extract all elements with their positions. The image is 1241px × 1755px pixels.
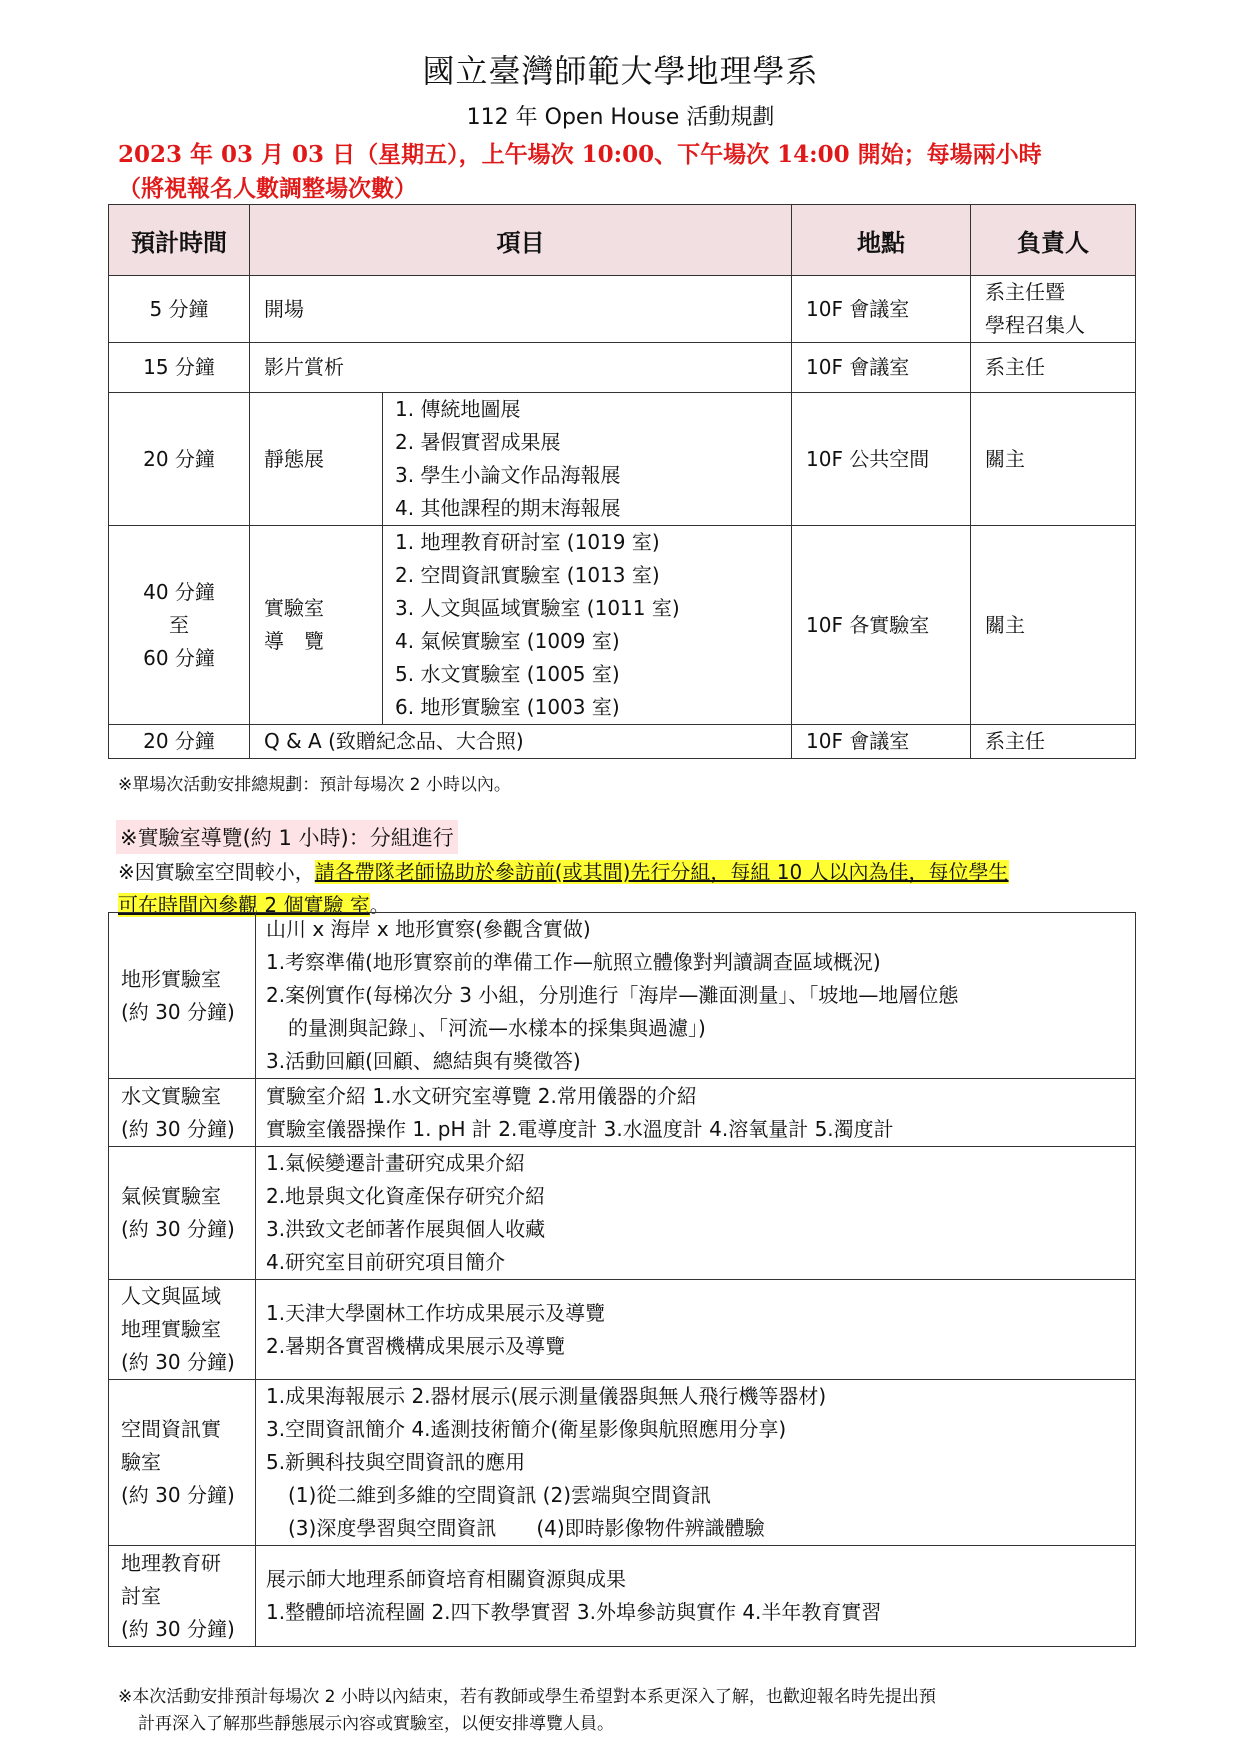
detail-line: 1. 傳統地圖展 (395, 397, 521, 421)
header-owner: 負責人 (971, 205, 1136, 276)
row-item: 影片賞析 (250, 343, 792, 393)
schedule-row (109, 725, 1136, 759)
desc-line: 山川 x 海岸 x 地形實察(參觀含實做) (266, 917, 591, 941)
lab-name-line: 討室 (121, 1583, 161, 1608)
row-item: Q & A (致贈紀念品、大合照) (250, 725, 792, 759)
desc-line: 2.暑期各實習機構成果展示及導覽 (266, 1333, 566, 1358)
lab-name-line: 地形實驗室 (121, 966, 221, 991)
lab-name-line: (約 30 分鐘) (121, 1116, 235, 1141)
time-line: 60 分鐘 (143, 645, 215, 670)
lab-name (109, 1079, 256, 1147)
desc-line: (3)深度學習與空間資訊 (4)即時影像物件辨識體驗 (288, 1516, 765, 1540)
lab-desc (256, 1147, 1136, 1280)
row-owner: 系主任 (971, 343, 1136, 393)
schedule-row (109, 276, 1136, 343)
note-highlight: 請各帶隊老師協助於參訪前(或其間)先行分組，每組 10 人以內為佳，每位學生 (314, 860, 1009, 884)
lab-name-line: 水文實驗室 (121, 1083, 221, 1108)
lab-name-line: (約 30 分鐘) (121, 1483, 235, 1507)
desc-line: 實驗室儀器操作 1. pH 計 2.電導度計 3.水溫度計 4.溶氧量計 5.濁度計 (266, 1116, 894, 1141)
lab-row (109, 1079, 1136, 1147)
item-line: 實驗室 (264, 596, 324, 620)
header-place: 地點 (792, 205, 971, 276)
detail-line: 5. 水文實驗室 (1005 室) (395, 662, 620, 686)
desc-line: 2.案例實作(每梯次分 3 小組，分別進行「海岸—灘面測量」、「坡地—地層位態 (266, 983, 959, 1007)
detail-line: 4. 氣候實驗室 (1009 室) (395, 629, 620, 653)
lab-table (108, 912, 1136, 1647)
desc-line: 3.活動回顧(回顧、總結與有獎徵答) (266, 1049, 581, 1073)
lab-name (109, 1280, 256, 1380)
desc-line: 1.整體師培流程圖 2.四下教學實習 3.外埠參訪與實作 4.半年教育實習 (266, 1600, 882, 1624)
row-owner: 關主 (971, 526, 1136, 725)
row-place: 10F 會議室 (792, 343, 971, 393)
lab-section-title: ※實驗室導覽(約 1 小時)：分組進行 (116, 820, 458, 854)
lab-desc (256, 1380, 1136, 1546)
schedule-row (109, 526, 1136, 725)
detail-line: 2. 暑假實習成果展 (395, 430, 561, 454)
footer-note (118, 1684, 1148, 1738)
header-item: 項目 (250, 205, 792, 276)
lab-row (109, 913, 1136, 1079)
detail-line: 6. 地形實驗室 (1003 室) (395, 695, 620, 719)
desc-line: 3.空間資訊簡介 4.遙測技術簡介(衛星影像與航照應用分享) (266, 1417, 787, 1441)
desc-line: 的量測與記錄」、「河流—水樣本的採集與過濾」) (288, 1016, 706, 1040)
lab-desc (256, 913, 1136, 1079)
row-time: 15 分鐘 (109, 343, 250, 393)
lab-name-line: 驗室 (121, 1450, 161, 1474)
detail-line: 2. 空間資訊實驗室 (1013 室) (395, 563, 660, 587)
page-subtitle: 112 年 Open House 活動規劃 (466, 105, 775, 130)
lab-name-line: 空間資訊實 (121, 1417, 221, 1441)
detail-line: 1. 地理教育研討室 (1019 室) (395, 530, 660, 554)
desc-line: 2.地景與文化資產保存研究介紹 (266, 1184, 546, 1208)
schedule-row (109, 393, 1136, 526)
row-place: 10F 會議室 (792, 276, 971, 343)
note-suffix: 。 (369, 893, 390, 917)
item-line: 導 覽 (264, 629, 324, 653)
desc-line: 1.天津大學園林工作坊成果展示及導覽 (266, 1300, 606, 1325)
row-time: 5 分鐘 (109, 276, 250, 343)
lab-name (109, 913, 256, 1079)
footer-note-line: 計再深入了解那些靜態展示內容或實驗室，以便安排導覽人員。 (138, 1714, 614, 1734)
lab-name-line: 地理教育研 (121, 1550, 221, 1575)
lab-name-line: 地理實驗室 (121, 1317, 221, 1341)
row-time: 20 分鐘 (109, 393, 250, 526)
lab-name (109, 1380, 256, 1546)
lab-row (109, 1147, 1136, 1280)
row-place: 10F 公共空間 (792, 393, 971, 526)
lab-name-line: (約 30 分鐘) (121, 999, 235, 1024)
lab-desc (256, 1546, 1136, 1647)
row-time (109, 526, 250, 725)
page-title: 國立臺灣師範大學地理學系 (422, 52, 819, 90)
lab-row (109, 1280, 1136, 1380)
lab-row (109, 1380, 1136, 1546)
row-place: 10F 各實驗室 (792, 526, 971, 725)
desc-line: 4.研究室目前研究項目簡介 (266, 1250, 506, 1274)
desc-line: (1)從二維到多維的空間資訊 (2)雲端與空間資訊 (288, 1483, 712, 1507)
desc-line: 3.洪致文老師著作展與個人收藏 (266, 1217, 546, 1241)
event-date-line: 2023 年 03 月 03 日（星期五），上午場次 10:00、下午場次 14:00 開始；每場兩小時 (118, 141, 1042, 168)
note-highlight: 可在時間內參觀 2 個實驗 室 (118, 893, 370, 917)
owner-line: 系主任暨 (985, 280, 1065, 304)
row-owner: 系主任 (971, 725, 1136, 759)
event-date-note: （將視報名人數調整場次數） (118, 175, 417, 202)
schedule-header-row (109, 205, 1136, 276)
row-item (250, 526, 383, 725)
desc-line: 1.考察準備(地形實察前的準備工作—航照立體像對判讀調查區域概況) (266, 950, 881, 974)
row-details (383, 393, 792, 526)
header-time: 預計時間 (109, 205, 250, 276)
detail-line: 3. 人文與區域實驗室 (1011 室) (395, 596, 680, 620)
time-line: 40 分鐘 (143, 579, 215, 604)
lab-row (109, 1546, 1136, 1647)
lab-name-line: 人文與區域 (121, 1284, 221, 1308)
row-owner: 關主 (971, 393, 1136, 526)
desc-line: 5.新興科技與空間資訊的應用 (266, 1450, 526, 1474)
footer-note-line: ※本次活動安排預計每場次 2 小時以內結束，若有教師或學生希望對本系更深入了解，也歡迎報名時先提出預 (118, 1687, 936, 1707)
time-line: 至 (169, 612, 189, 637)
lab-desc (256, 1079, 1136, 1147)
desc-line: 1.成果海報展示 2.器材展示(展示測量儀器與無人飛行機等器材) (266, 1384, 827, 1408)
schedule-table (108, 204, 1136, 759)
row-owner (971, 276, 1136, 343)
row-item: 靜態展 (250, 393, 383, 526)
note-prefix: ※因實驗室空間較小， (118, 860, 315, 884)
schedule-note: ※單場次活動安排總規劃：預計每場次 2 小時以內。 (118, 775, 511, 795)
desc-line: 1.氣候變遷計畫研究成果介紹 (266, 1151, 526, 1175)
row-details (383, 526, 792, 725)
row-place: 10F 會議室 (792, 725, 971, 759)
detail-line: 4. 其他課程的期末海報展 (395, 496, 621, 520)
owner-line: 學程召集人 (985, 313, 1085, 337)
lab-name-line: (約 30 分鐘) (121, 1217, 235, 1241)
lab-name-line: 氣候實驗室 (121, 1184, 221, 1208)
row-item: 開場 (250, 276, 792, 343)
detail-line: 3. 學生小論文作品海報展 (395, 463, 621, 487)
desc-line: 實驗室介紹 1.水文研究室導覽 2.常用儀器的介紹 (266, 1083, 697, 1108)
lab-name (109, 1147, 256, 1280)
schedule-row (109, 343, 1136, 393)
desc-line: 展示師大地理系師資培育相關資源與成果 (266, 1567, 626, 1591)
lab-name-line: (約 30 分鐘) (121, 1350, 235, 1374)
lab-desc (256, 1280, 1136, 1380)
lab-name (109, 1546, 256, 1647)
lab-name-line: (約 30 分鐘) (121, 1616, 235, 1641)
row-time: 20 分鐘 (109, 725, 250, 759)
